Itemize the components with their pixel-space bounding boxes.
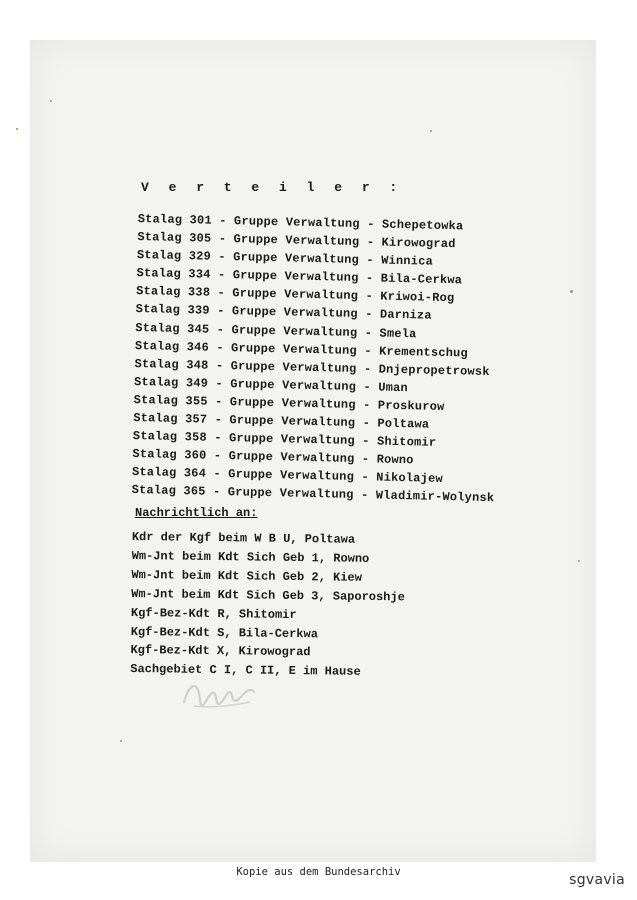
cc-heading: Nachrichtlich an:: [135, 506, 258, 520]
distribution-list: [131, 210, 500, 508]
distribution-item: Stalag 301 - Gruppe Verwaltung - Schepetowka: [137, 211, 464, 234]
scan-speck: [578, 560, 580, 562]
scan-speck: [120, 740, 122, 742]
cc-item: Kgf-Bez-Kdt S, Bila-Cerkwa: [130, 624, 319, 641]
cc-item: Wm-Jnt beim Kdt Sich Geb 3, Saporoshje: [131, 586, 405, 605]
faint-signature-mark: [180, 672, 260, 714]
archive-source-caption: Kopie aus dem Bundesarchiv: [236, 866, 401, 878]
scan-speck: [50, 100, 52, 102]
cc-item: Sachgebiet C I, C II, E im Hause: [130, 662, 361, 680]
distribution-item: Stalag 338 - Gruppe Verwaltung - Kriwoi-Rog: [135, 284, 455, 306]
document-page: [30, 40, 596, 862]
distribution-item: Stalag 305 - Gruppe Verwaltung - Kirowograd: [137, 230, 456, 252]
distribution-item: Stalag 364 - Gruppe Verwaltung - Nikolajew: [131, 465, 443, 487]
distribution-item: Stalag 360 - Gruppe Verwaltung - Rowno: [132, 447, 414, 468]
cc-list: [130, 528, 405, 683]
cc-item: Kgf-Bez-Kdt R, Shitomir: [130, 605, 297, 622]
distribution-item: Stalag 365 - Gruppe Verwaltung - Wladimir-Wolynsk: [131, 483, 495, 506]
watermark-text: sgvavia: [569, 872, 625, 888]
distribution-item: Stalag 358 - Gruppe Verwaltung - Shitomir: [132, 429, 437, 450]
distribution-item: Stalag 334 - Gruppe Verwaltung - Bila-Cerkwa: [136, 266, 463, 288]
distribution-heading: V e r t e i l e r :: [141, 180, 404, 195]
scan-speck: [430, 130, 432, 132]
scan-speck: [570, 290, 573, 293]
distribution-item: Stalag 339 - Gruppe Verwaltung - Darniza: [135, 302, 432, 324]
distribution-item: Stalag 349 - Gruppe Verwaltung - Uman: [133, 374, 409, 396]
distribution-item: Stalag 355 - Gruppe Verwaltung - Proskurow: [133, 392, 445, 414]
cc-item: Wm-Jnt beim Kdt Sich Geb 1, Rowno: [131, 548, 370, 566]
edge-speck: [16, 128, 18, 130]
distribution-item: Stalag 329 - Gruppe Verwaltung - Winnica: [136, 248, 434, 269]
cc-item: Kdr der Kgf beim W B U, Poltawa: [131, 529, 356, 547]
distribution-item: Stalag 346 - Gruppe Verwaltung - Krementschug: [134, 338, 469, 361]
distribution-item: Stalag 357 - Gruppe Verwaltung - Poltawa: [133, 410, 430, 432]
distribution-item: Stalag 348 - Gruppe Verwaltung - Dnjepropetrowsk: [134, 356, 490, 379]
cc-item: Kgf-Bez-Kdt X, Kirowograd: [130, 643, 311, 660]
cc-item: Wm-Jnt beim Kdt Sich Geb 2, Kiew: [131, 567, 362, 585]
distribution-item: Stalag 345 - Gruppe Verwaltung - Smela: [135, 320, 417, 341]
